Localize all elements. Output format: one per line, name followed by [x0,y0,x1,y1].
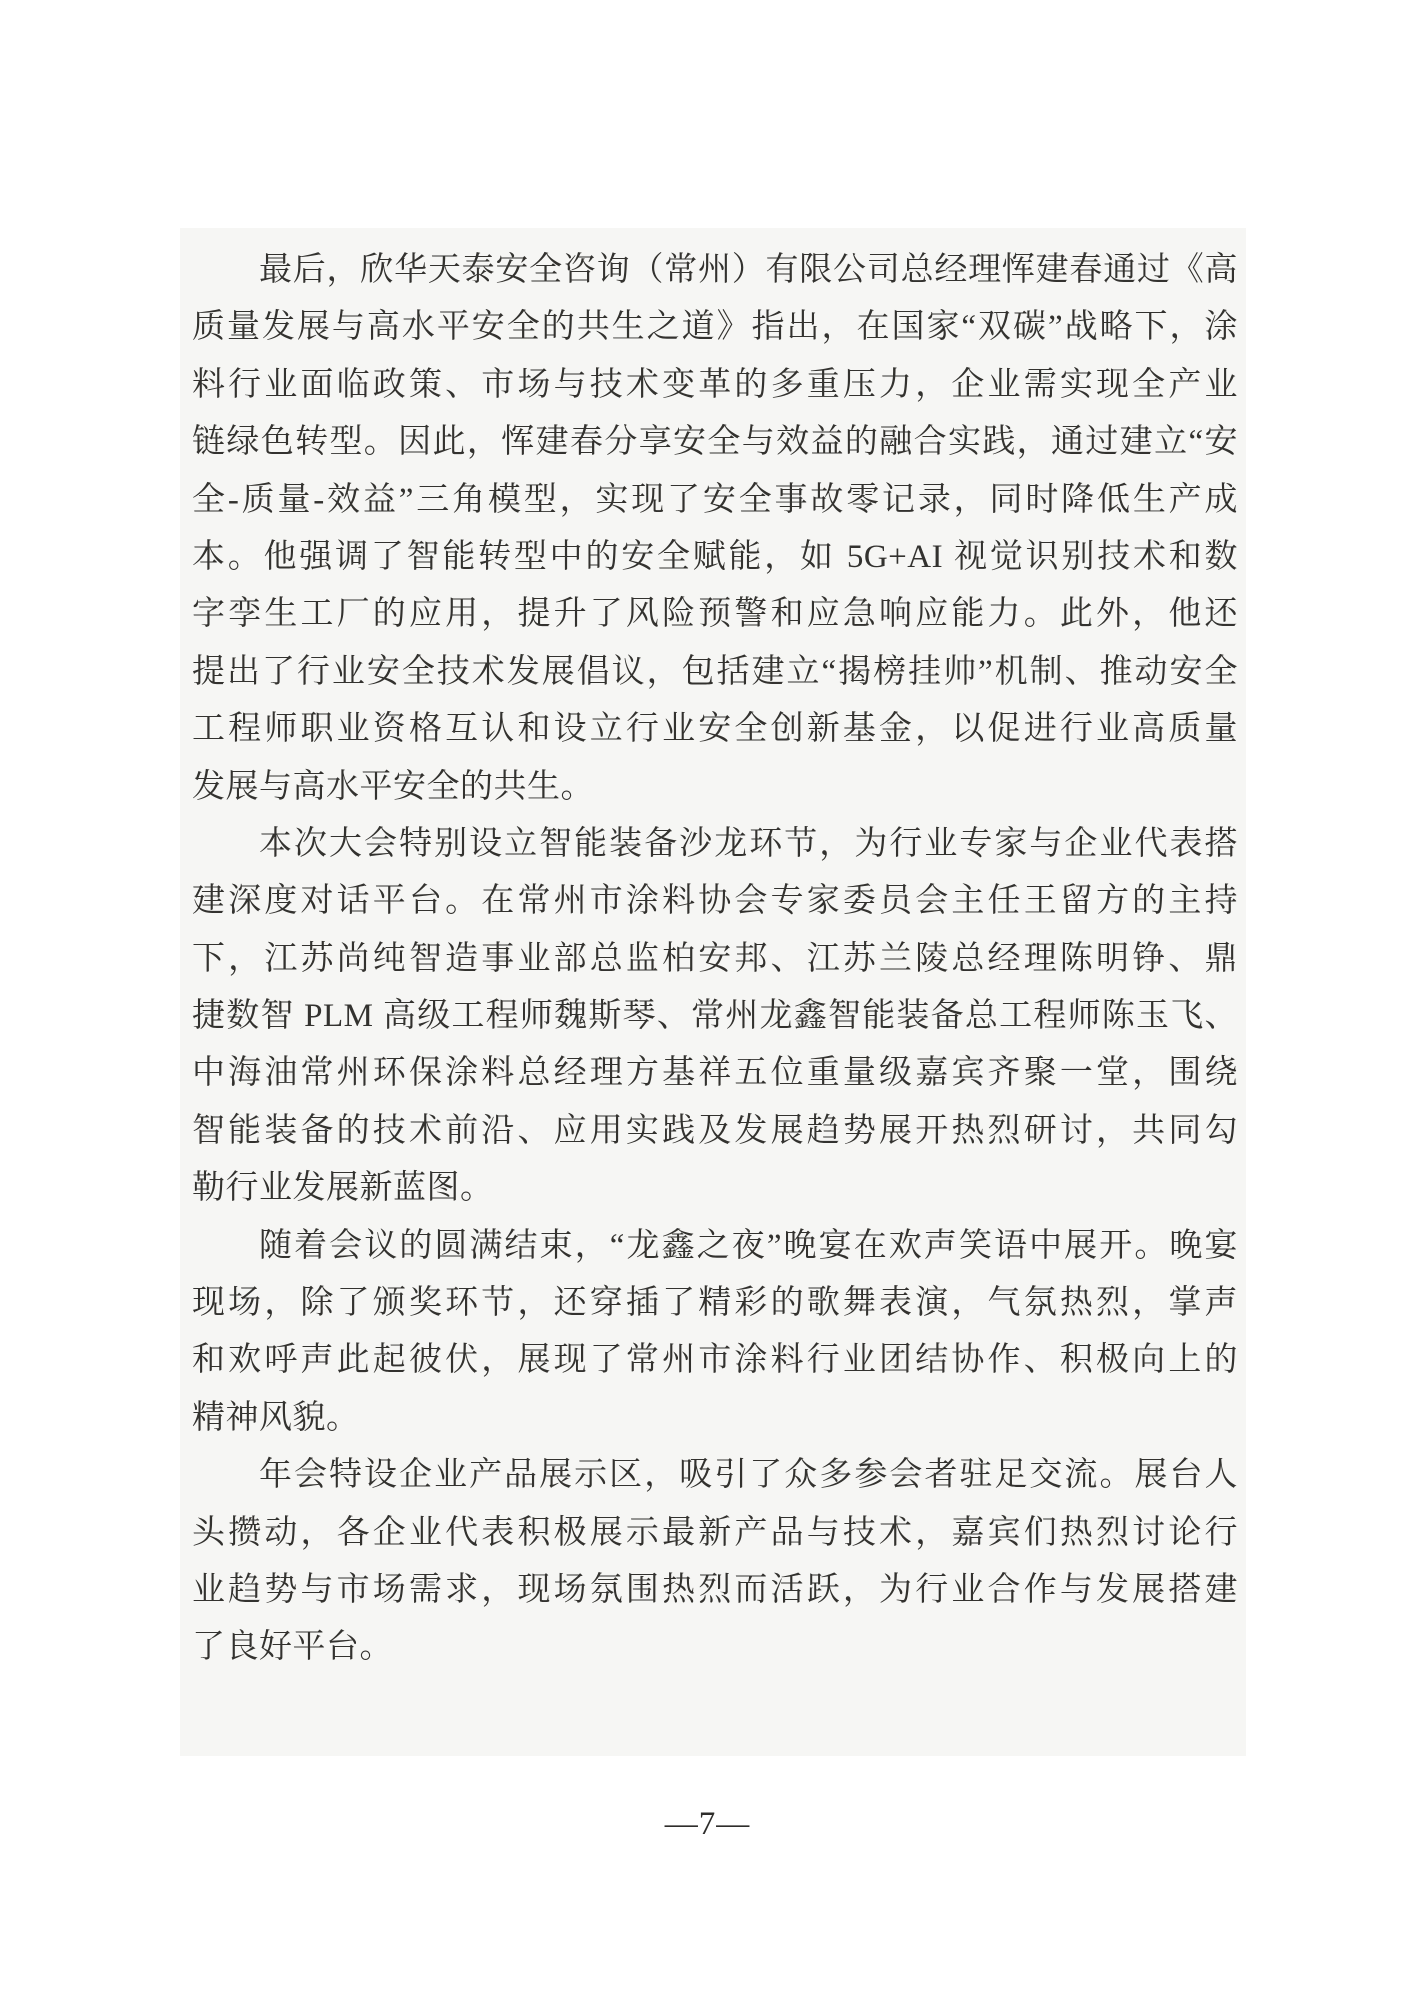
text-line: 本次大会特别设立智能装备沙龙环节，为行业专家与企业代表搭 [259,825,1238,862]
text-line: 精神风貌。 [192,1399,360,1436]
paragraph [192,816,1238,1218]
page-number: —7— [664,1806,751,1842]
text-line: 本。他强调了智能转型中的安全赋能，如 5G+AI 视觉识别技术和数 [192,538,1238,575]
text-line: 了良好平台。 [192,1629,393,1666]
text-line: 字孪生工厂的应用，提升了风险预警和应急响应能力。此外，他还 [192,596,1238,633]
text-line: 勒行业发展新蓝图。 [192,1170,494,1207]
paragraph [192,242,1238,816]
text-line: 年会特设企业产品展示区，吸引了众多参会者驻足交流。展台人 [259,1457,1238,1494]
text-line: 提出了行业安全技术发展倡议，包括建立“揭榜挂帅”机制、推动安全 [192,653,1238,690]
text-line: 链绿色转型。因此，恽建春分享安全与效益的融合实践，通过建立“安 [192,424,1238,461]
text-line: 和欢呼声此起彼伏，展现了常州市涂料行业团结协作、积极向上的 [192,1342,1238,1379]
paragraph [192,1218,1238,1448]
text-block [192,242,1238,1677]
paragraph [192,1447,1238,1677]
text-line: 质量发展与高水平安全的共生之道》指出，在国家“双碳”战略下，涂 [192,309,1238,346]
text-line: 工程师职业资格互认和设立行业安全创新基金，以促进行业高质量 [192,711,1238,748]
text-line: 最后，欣华天泰安全咨询（常州）有限公司总经理恽建春通过《高 [259,252,1238,288]
text-line: 智能装备的技术前沿、应用实践及发展趋势展开热烈研讨，共同勾 [192,1112,1238,1149]
text-line: 下，江苏尚纯智造事业部总监柏安邦、江苏兰陵总经理陈明铮、鼎 [192,940,1238,977]
text-line: 中海油常州环保涂料总经理方基祥五位重量级嘉宾齐聚一堂，围绕 [192,1055,1238,1092]
text-line: 头攒动，各企业代表积极展示最新产品与技术，嘉宾们热烈讨论行 [192,1514,1238,1551]
text-line: 捷数智 PLM 高级工程师魏斯琴、常州龙鑫智能装备总工程师陈玉飞、 [192,998,1238,1035]
text-line: 发展与高水平安全的共生。 [192,768,594,805]
text-line: 建深度对话平台。在常州市涂料协会专家委员会主任王留方的主持 [192,883,1238,920]
text-line: 业趋势与市场需求，现场氛围热烈而活跃，为行业合作与发展搭建 [192,1571,1238,1608]
text-line: 现场，除了颁奖环节，还穿插了精彩的歌舞表演，气氛热烈，掌声 [192,1285,1238,1322]
text-line: 全-质量-效益”三角模型，实现了安全事故零记录，同时降低生产成 [192,481,1238,518]
text-line: 随着会议的圆满结束，“龙鑫之夜”晚宴在欢声笑语中展开。晚宴 [259,1227,1238,1264]
text-line: 料行业面临政策、市场与技术变革的多重压力，企业需实现全产业 [192,366,1238,403]
